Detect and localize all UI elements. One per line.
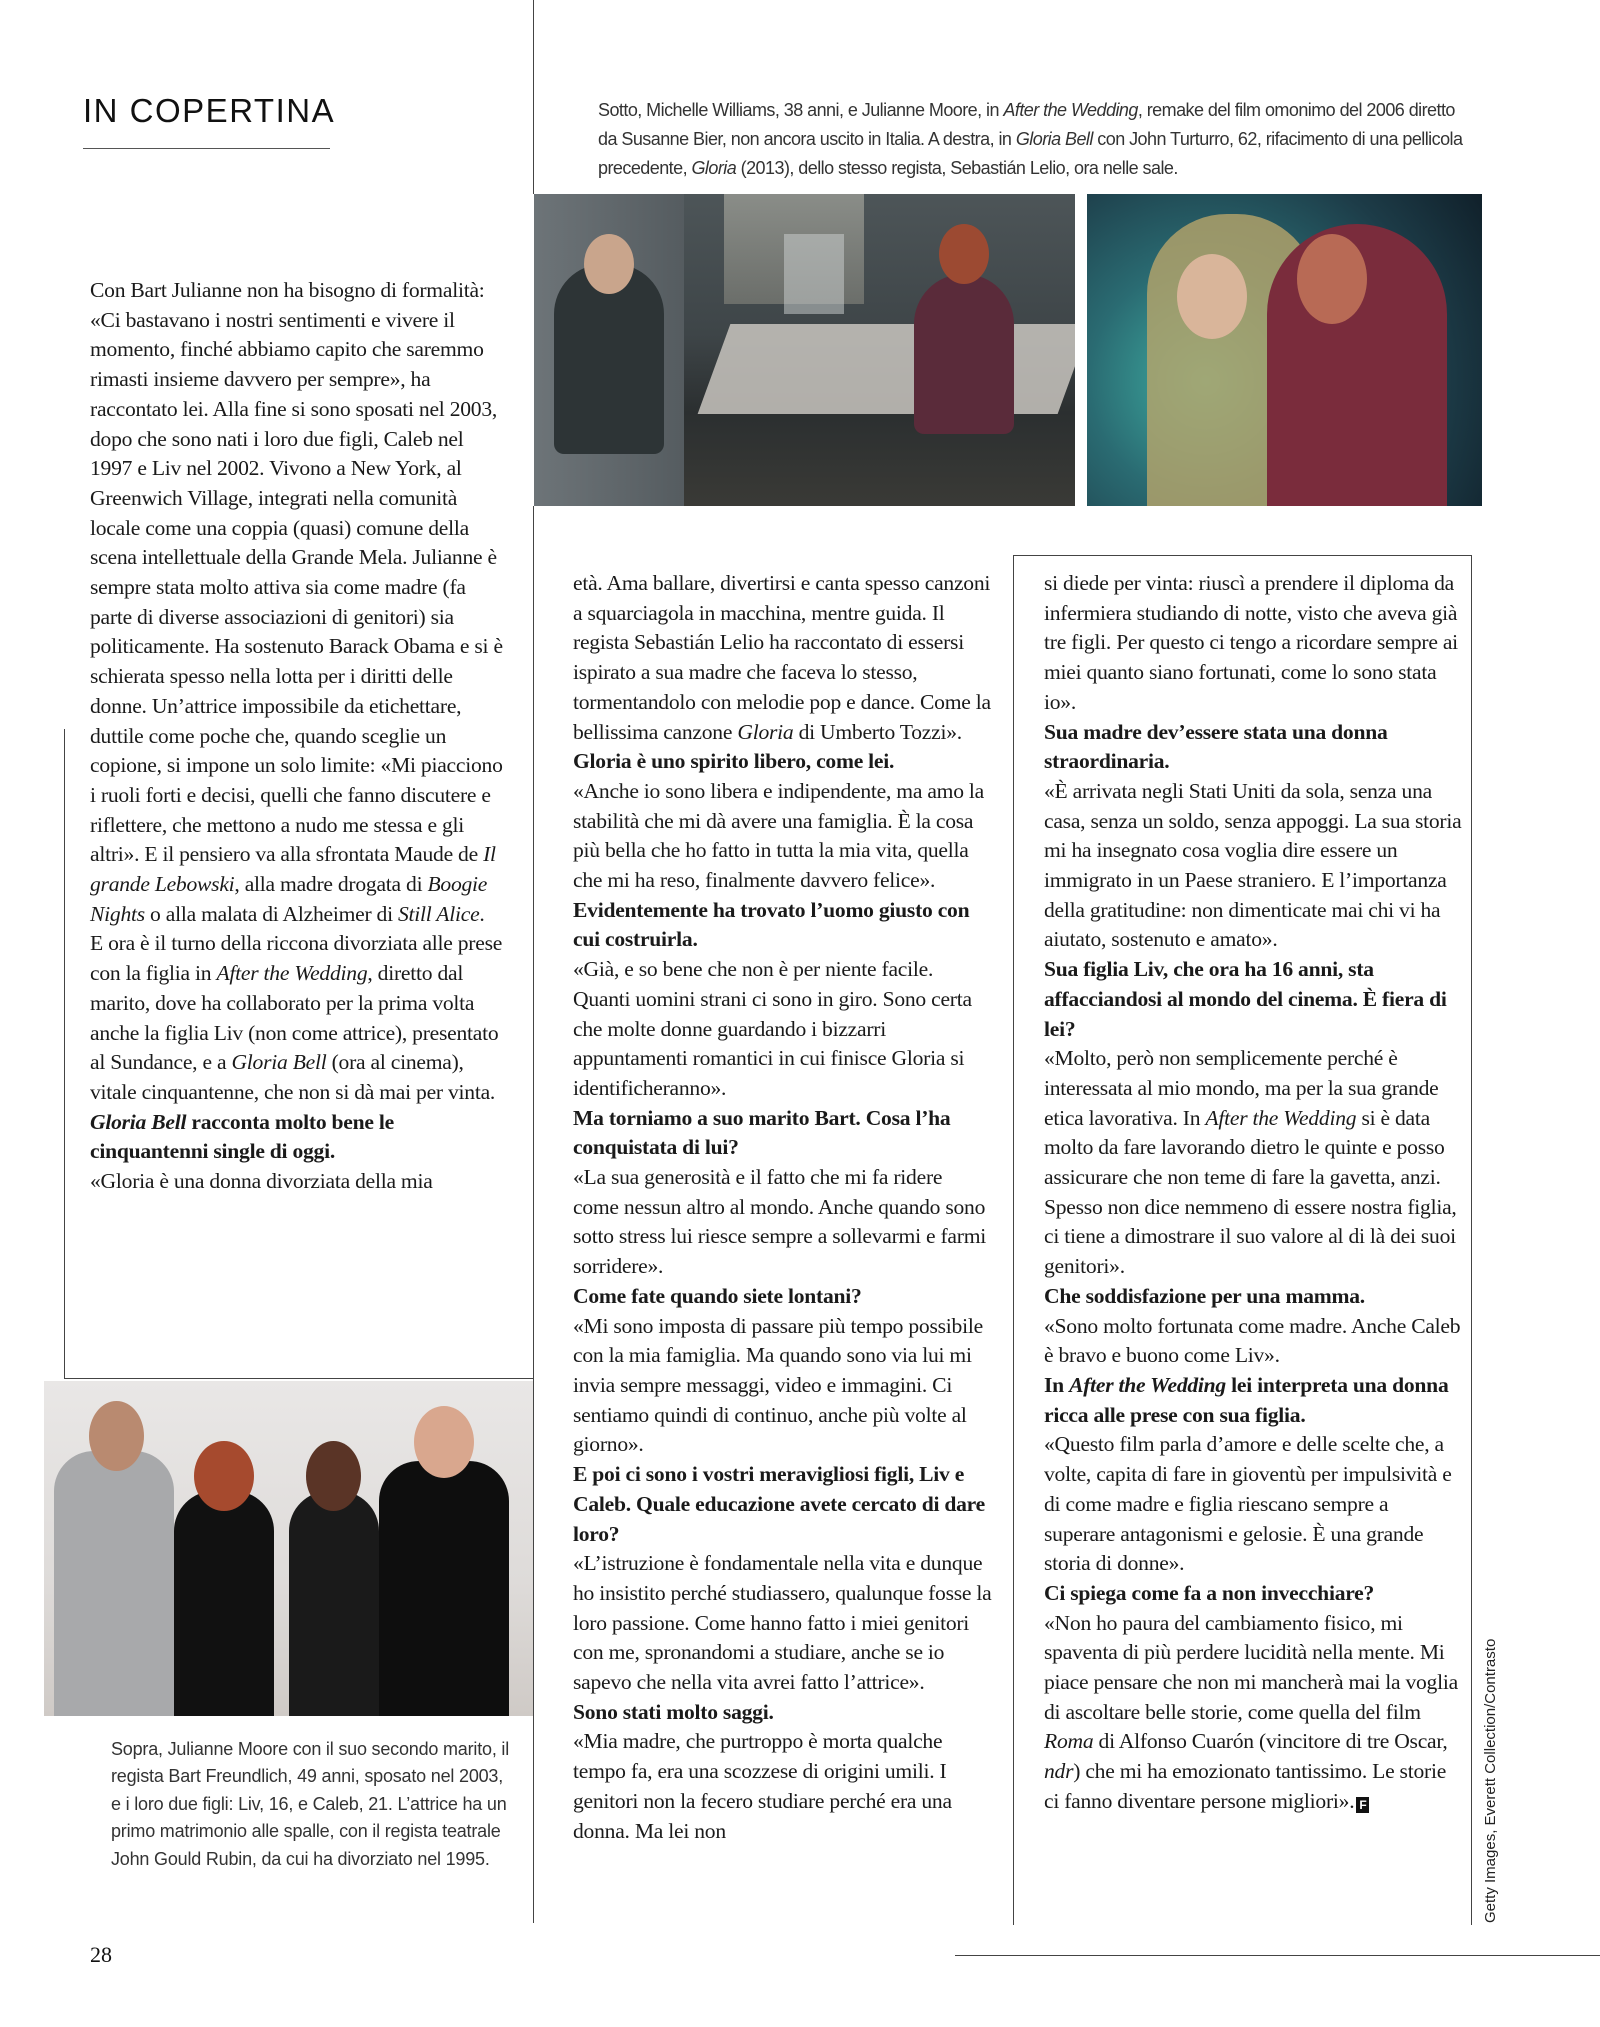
section-rubric: IN COPERTINA <box>83 92 336 129</box>
divider-col3-top <box>1013 555 1472 556</box>
interview-question: Gloria è uno spirito libero, come lei. <box>573 749 895 774</box>
photo-credit: Getty Images, Everett Collection/Contrasto <box>1482 1638 1499 1923</box>
body-paragraph: «La sua generosità e il fatto che mi fa ridere come nessun altro al mondo. Anche quando sono sotto stress lui riesce sempre a sollevarmi e farmi sorridere». <box>573 1165 986 1279</box>
article-column-3 <box>1044 569 1464 1817</box>
family-photo-caption: Sopra, Julianne Moore con il suo secondo marito, il regista Bart Freundlich, 49 anni, sposato nel 2003, e i loro due figli: Liv, 16, e Caleb, 21. L’attrice ha un primo matrimonio alle spalle, con il regista teatrale John Gould Rubin, da cui ha divorziato nel 1995. <box>111 1739 510 1869</box>
italic-title: Gloria Bell <box>231 1050 327 1075</box>
photo-after-the-wedding <box>534 194 1075 506</box>
italic-title: ndr <box>1044 1759 1074 1784</box>
interview-question: E poi ci sono i vostri meravigliosi figli, Liv e Caleb. Quale educazione avete cercato di dare loro? <box>573 1462 985 1546</box>
divider-col1-bottom <box>64 1378 534 1379</box>
italic-title: Gloria Bell <box>1015 129 1093 149</box>
divider-top <box>533 0 534 194</box>
interview-question: Evidentemente ha trovato l’uomo giusto con cui costruirla. <box>573 897 970 952</box>
body-paragraph: «Non ho paura del cambiamento fisico, mi spaventa di più perdere lucidità nella mente. Mi piace pensare che non mi mancherà mai la voglia di ascoltare belle storie, come quella del film Roma di Alfonso Cuarón (vincitore di tre Oscar, ndr) che mi ha emozionato tantissimo. Le storie ci fanno diventare persone migliori». F <box>1044 1610 1458 1813</box>
italic-title: Gloria Bell <box>90 1109 187 1134</box>
body-paragraph: «Questo film parla d’amore e delle scelte che, a volte, capita di fare in gioventù per impulsività e di come madre e figlia riescano sempre a superare antagonismi e gelosie. È una grande storia di donne». <box>1044 1432 1452 1576</box>
italic-title: After the Wedding <box>1069 1372 1226 1397</box>
italic-title: Boogie Nights <box>90 872 488 926</box>
body-paragraph: «Gloria è una donna divorziata della mia <box>90 1169 433 1194</box>
divider-bottom-right <box>955 1955 1600 1956</box>
body-paragraph: «Già, e so bene che non è per niente facile. Quanti uomini strani ci sono in giro. Sono certa che molte donne guardando i bizzarri appuntamenti romantici in cui finisce Gloria si identificheranno». <box>573 957 972 1100</box>
photo-moore-family <box>44 1381 533 1716</box>
rubric-underline <box>83 148 330 149</box>
italic-title: Gloria <box>737 719 794 744</box>
interview-question: Che soddisfazione per una mamma. <box>1044 1283 1365 1308</box>
body-paragraph: «Molto, però non semplicemente perché è interessata al mio mondo, ma per la sua grande etica lavorativa. In After the Wedding si è data molto da fare lavorando dietro le quinte e posso assicurare che non teme di fare la gavetta, anzi. Spesso non dice nemmeno di essere nostra figlia, ci tiene a dimostrare il suo valore al di là dei suoi genitori». <box>1044 1046 1457 1279</box>
body-paragraph: E ora è il turno della riccona divorziata alle prese con la figlia in After the Wedding, diretto dal marito, dove ha collaborato per la prima volta anche la figlia Liv (non come attrice), presentato al Sundance, e a Gloria Bell (ora al cinema), vitale cinquantenne, che non si dà mai per vinta. <box>90 931 503 1104</box>
interview-question: Ma torniamo a suo marito Bart. Cosa l’ha conquistata di lui? <box>573 1105 951 1160</box>
italic-title: Still Alice <box>398 901 480 926</box>
body-paragraph: si diede per vinta: riuscì a prendere il diploma da infermiera studiando di notte, visto che aveva già tre figli. Per questo ci tengo a ricordare sempre ai miei quanto siano fortunati, come lo sono stata io». <box>1044 571 1458 714</box>
interview-question: Ci spiega come fa a non invecchiare? <box>1044 1580 1375 1605</box>
body-paragraph: Con Bart Julianne non ha bisogno di formalità: «Ci bastavano i nostri sentimenti e vivere il momento, finché abbiamo capito che saremmo rimasti insieme davvero per sempre», ha raccontato lei. Alla fine si sono sposati nel 2003, dopo che sono nati i loro due figli, Caleb nel 1997 e Liv nel 2002. Vivono a New York, al Greenwich Village, integrati nella comunità locale come una coppia (quasi) comune della scena intellettuale della Grande Mela. Julianne è sempre stata molto attiva sia come madre (fa parte di diverse associazioni di genitori) sia politicamente. Ha sostenuto Barack Obama e si è schierata spesso nella lotta per i diritti delle donne. Un’attrice impossibile da etichettare, duttile come poche che, quando sceglie un copione, si impone un solo limite: «Mi piacciono i ruoli forti e decisi, quelli che fanno discutere e riflettere, che mettono a nudo me stessa e gli altri». E il pensiero va alla sfrontata Maude de Il grande Lebowski, alla madre drogata di Boogie Nights o alla malata di Alzheimer di Still Alice. <box>90 278 503 926</box>
body-paragraph: «Anche io sono libera e indipendente, ma amo la stabilità che mi dà avere una famiglia. È la cosa più bella che ho fatto in tutta la mia vita, quella che mi ha reso, finalmente davvero felice». <box>573 778 984 893</box>
italic-title: Roma <box>1044 1729 1094 1754</box>
article-column-2 <box>573 569 993 1846</box>
divider-col3-right <box>1471 555 1472 1925</box>
top-photo-caption: Sotto, Michelle Williams, 38 anni, e Julianne Moore, in After the Wedding, remake del film omonimo del 2006 diretto da Susanne Bier, non ancora uscito in Italia. A destra, in Gloria Bell con John Turturro, 62, rifacimento di una pellicola precedente, Gloria (2013), dello stesso regista, Sebastián Lelio, ora nelle sale. <box>598 100 1463 178</box>
divider-col1-col2 <box>533 506 534 1923</box>
italic-title: Il grande Lebowski <box>90 842 496 897</box>
interview-question: Come fate quando siete lontani? <box>573 1283 862 1308</box>
body-paragraph: «È arrivata negli Stati Uniti da sola, senza una casa, senza un soldo, senza appoggi. La sua storia mi ha insegnato cosa voglia dire essere un immigrato in un Paese straniero. E l’importanza della gratitudine: non dimenticate mai chi vi ha aiutato, sostenuto e amato». <box>1044 778 1462 952</box>
italic-title: After the Wedding <box>1205 1105 1357 1130</box>
end-mark-icon: F <box>1356 1797 1369 1813</box>
interview-question: Sono stati molto saggi. <box>573 1699 774 1724</box>
body-paragraph: età. Ama ballare, divertirsi e canta spesso canzoni a squarciagola in macchina, mentre guida. Il regista Sebastián Lelio ha raccontato di essersi ispirato a sua madre che faceva lo stesso, tormentandolo con melodie pop e dance. Come la bellissima canzone Gloria di Umberto Tozzi». <box>573 571 991 744</box>
italic-title: Gloria <box>691 158 737 178</box>
photo-gloria-bell <box>1087 194 1482 506</box>
body-paragraph: «Mia madre, che purtroppo è morta qualche tempo fa, era una scozzese di origini umili. I genitori non la fecero studiare perché era una donna. Ma lei non <box>573 1729 952 1843</box>
divider-col2-col3 <box>1013 555 1014 1925</box>
interview-question: Sua madre dev’essere stata una donna straordinaria. <box>1044 719 1388 774</box>
body-paragraph: «L’istruzione è fondamentale nella vita e dunque ho insistito perché studiassero, qualunque fosse la loro passione. Come hanno fatto i miei genitori con me, spronandomi a studiare, anche se io sapevo che nella vita avrei fatto l’attrice». <box>573 1551 992 1695</box>
article-column-1 <box>90 276 510 1197</box>
interview-question: Sua figlia Liv, che ora ha 16 anni, sta affacciandosi al mondo del cinema. È fiera di lei? <box>1044 957 1447 1041</box>
page-number: 28 <box>90 1942 112 1967</box>
italic-title: After the Wedding <box>216 961 368 986</box>
body-paragraph: «Sono molto fortunata come madre. Anche Caleb è bravo e buono come Liv». <box>1044 1313 1461 1368</box>
body-paragraph: «Mi sono imposta di passare più tempo possibile con la mia famiglia. Ma quando sono via lui mi invia sempre messaggi, video e immagini. Ci sentiamo quindi di continuo, anche più volte al giorno». <box>573 1313 983 1457</box>
interview-question: In After the Wedding lei interpreta una donna ricca alle prese con sua figlia. <box>1044 1372 1449 1427</box>
italic-title: After the Wedding <box>1003 100 1138 120</box>
interview-question: Gloria Bell racconta molto bene le cinquantenni single di oggi. <box>90 1109 394 1164</box>
divider-col1-left <box>64 729 65 1378</box>
